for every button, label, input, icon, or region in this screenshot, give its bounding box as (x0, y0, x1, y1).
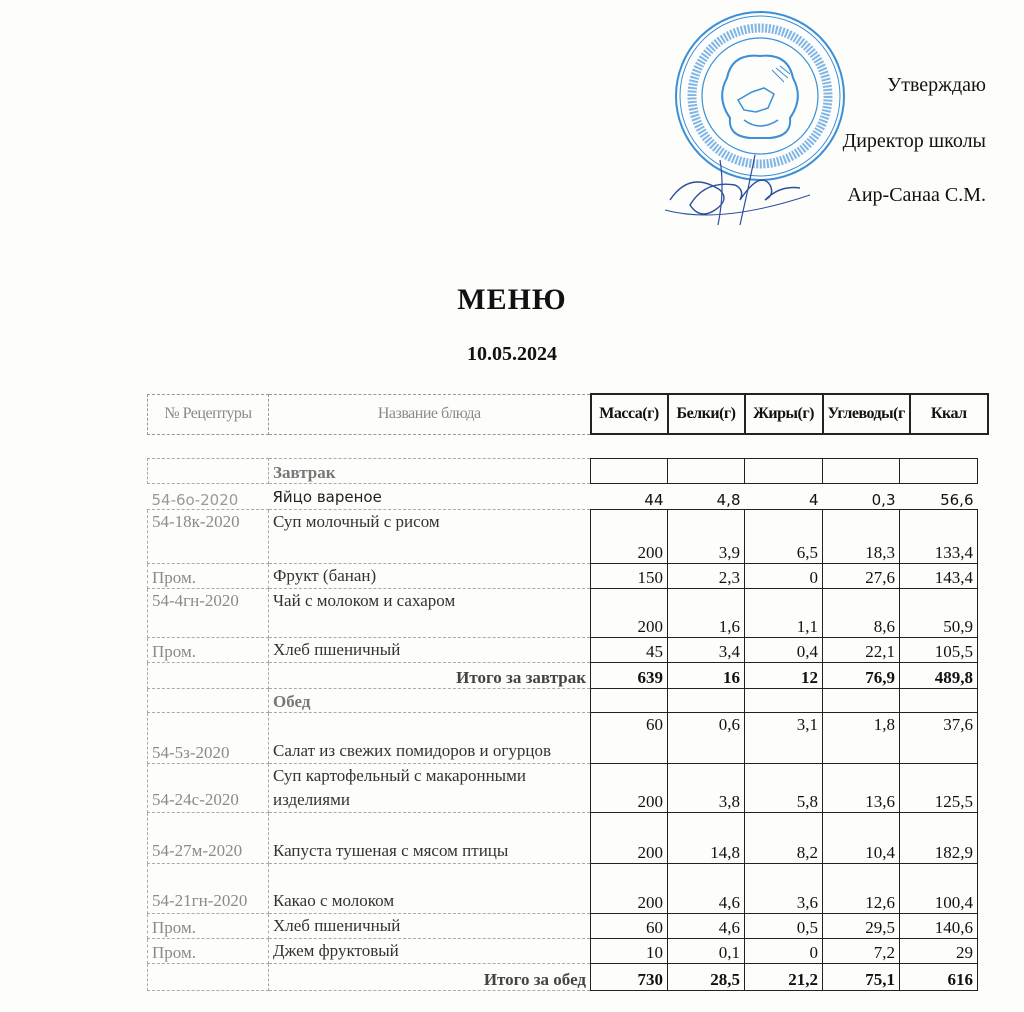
fat-value: 0 (745, 564, 823, 589)
table-row (148, 764, 978, 813)
total-row-lunch (148, 964, 978, 991)
total-protein: 16 (668, 663, 745, 689)
carbs-value: 18,3 (823, 510, 900, 564)
mass-value: 60 (591, 713, 668, 764)
carbs-value: 22,1 (823, 638, 900, 663)
table-row (148, 813, 978, 864)
page-title: МЕНЮ (457, 283, 567, 316)
header-row (148, 394, 988, 434)
total-protein: 28,5 (668, 964, 745, 991)
total-kcal: 489,8 (900, 663, 978, 689)
protein-value: 0,6 (668, 713, 745, 764)
fat-value: 4 (745, 484, 823, 510)
protein-value: 0,1 (668, 939, 745, 964)
table-row (148, 864, 978, 914)
section-row-lunch (148, 689, 978, 713)
kcal-value: 140,6 (900, 914, 978, 939)
carbs-value: 29,5 (823, 914, 900, 939)
dish-name: Суп молочный с рисом (269, 510, 591, 564)
total-carbs: 75,1 (823, 964, 900, 991)
total-label: Итого за завтрак (269, 663, 591, 689)
approval-line-name: Аир-Санаа С.М. (847, 184, 986, 206)
fat-value: 5,8 (745, 764, 823, 813)
mass-value: 60 (591, 914, 668, 939)
director-signature (660, 150, 820, 230)
section-name: Обед (269, 689, 591, 713)
header-protein: Белки(г) (668, 394, 745, 434)
total-mass: 730 (591, 964, 668, 991)
recipe-code: 54-18к-2020 (148, 510, 269, 564)
fat-value: 1,1 (745, 589, 823, 638)
kcal-value: 50,9 (900, 589, 978, 638)
mass-value: 200 (591, 589, 668, 638)
protein-value: 3,4 (668, 638, 745, 663)
header-carbs: Углеводы(г (823, 394, 910, 434)
recipe-code: 54-24с-2020 (148, 764, 269, 813)
mass-value: 10 (591, 939, 668, 964)
recipe-code: Пром. (148, 564, 269, 589)
mass-value: 44 (591, 484, 668, 510)
menu-header-table (147, 393, 989, 435)
mass-value: 45 (591, 638, 668, 663)
carbs-value: 10,4 (823, 813, 900, 864)
total-fat: 12 (745, 663, 823, 689)
kcal-value: 182,9 (900, 813, 978, 864)
table-row (148, 589, 978, 638)
mass-value: 200 (591, 764, 668, 813)
table-row (148, 914, 978, 939)
kcal-value: 56,6 (900, 484, 978, 510)
kcal-value: 133,4 (900, 510, 978, 564)
section-row-breakfast (148, 459, 978, 484)
recipe-code: Пром. (148, 638, 269, 663)
recipe-code: 54-6о-2020 (148, 484, 269, 510)
table-row (148, 510, 978, 564)
fat-value: 3,6 (745, 864, 823, 914)
fat-value: 6,5 (745, 510, 823, 564)
recipe-code: 54-21гн-2020 (148, 864, 269, 914)
header-recipe-no: № Рецептуры (148, 394, 269, 434)
dish-name: Салат из свежих помидоров и огурцов (269, 713, 591, 764)
recipe-code: Пром. (148, 914, 269, 939)
mass-value: 200 (591, 510, 668, 564)
mass-value: 200 (591, 813, 668, 864)
fat-value: 0,5 (745, 914, 823, 939)
fat-value: 8,2 (745, 813, 823, 864)
kcal-value: 29 (900, 939, 978, 964)
carbs-value: 8,6 (823, 589, 900, 638)
recipe-code: Пром. (148, 939, 269, 964)
carbs-value: 12,6 (823, 864, 900, 914)
total-kcal: 616 (900, 964, 978, 991)
total-carbs: 76,9 (823, 663, 900, 689)
protein-value: 4,8 (668, 484, 745, 510)
dish-name: Яйцо вареное (269, 484, 591, 510)
dish-name: Чай с молоком и сахаром (269, 589, 591, 638)
carbs-value: 13,6 (823, 764, 900, 813)
protein-value: 14,8 (668, 813, 745, 864)
protein-value: 1,6 (668, 589, 745, 638)
table-row (148, 713, 978, 764)
carbs-value: 7,2 (823, 939, 900, 964)
total-label: Итого за обед (269, 964, 591, 991)
protein-value: 4,6 (668, 864, 745, 914)
kcal-value: 100,4 (900, 864, 978, 914)
carbs-value: 27,6 (823, 564, 900, 589)
approval-line-approve: Утверждаю (887, 74, 986, 96)
protein-value: 3,9 (668, 510, 745, 564)
fat-value: 0 (745, 939, 823, 964)
mass-value: 150 (591, 564, 668, 589)
table-row (148, 638, 978, 663)
section-name: Завтрак (269, 459, 591, 484)
recipe-code: 54-4гн-2020 (148, 589, 269, 638)
header-dish-name: Название блюда (269, 394, 591, 434)
protein-value: 3,8 (668, 764, 745, 813)
protein-value: 2,3 (668, 564, 745, 589)
kcal-value: 37,6 (900, 713, 978, 764)
mass-value: 200 (591, 864, 668, 914)
menu-date: 10.05.2024 (467, 343, 557, 365)
carbs-value: 0,3 (823, 484, 900, 510)
total-fat: 21,2 (745, 964, 823, 991)
menu-table (147, 458, 978, 991)
kcal-value: 143,4 (900, 564, 978, 589)
approval-line-position: Директор школы (842, 130, 986, 152)
recipe-code: 54-27м-2020 (148, 813, 269, 864)
fat-value: 0,4 (745, 638, 823, 663)
header-mass: Масса(г) (591, 394, 668, 434)
recipe-code: 54-5з-2020 (148, 713, 269, 764)
fat-value: 3,1 (745, 713, 823, 764)
header-fat: Жиры(г) (745, 394, 823, 434)
dish-name: Джем фруктовый (269, 939, 591, 964)
dish-name: Фрукт (банан) (269, 564, 591, 589)
total-row-breakfast (148, 663, 978, 689)
header-kcal: Ккал (910, 394, 988, 434)
table-row (148, 484, 978, 510)
dish-name: Суп картофельный с макаронными изделиями (269, 764, 591, 813)
dish-name: Капуста тушеная с мясом птицы (269, 813, 591, 864)
protein-value: 4,6 (668, 914, 745, 939)
total-mass: 639 (591, 663, 668, 689)
dish-name: Хлеб пшеничный (269, 638, 591, 663)
dish-name: Какао с молоком (269, 864, 591, 914)
kcal-value: 105,5 (900, 638, 978, 663)
carbs-value: 1,8 (823, 713, 900, 764)
table-row (148, 939, 978, 964)
table-row (148, 564, 978, 589)
kcal-value: 125,5 (900, 764, 978, 813)
dish-name: Хлеб пшеничный (269, 914, 591, 939)
